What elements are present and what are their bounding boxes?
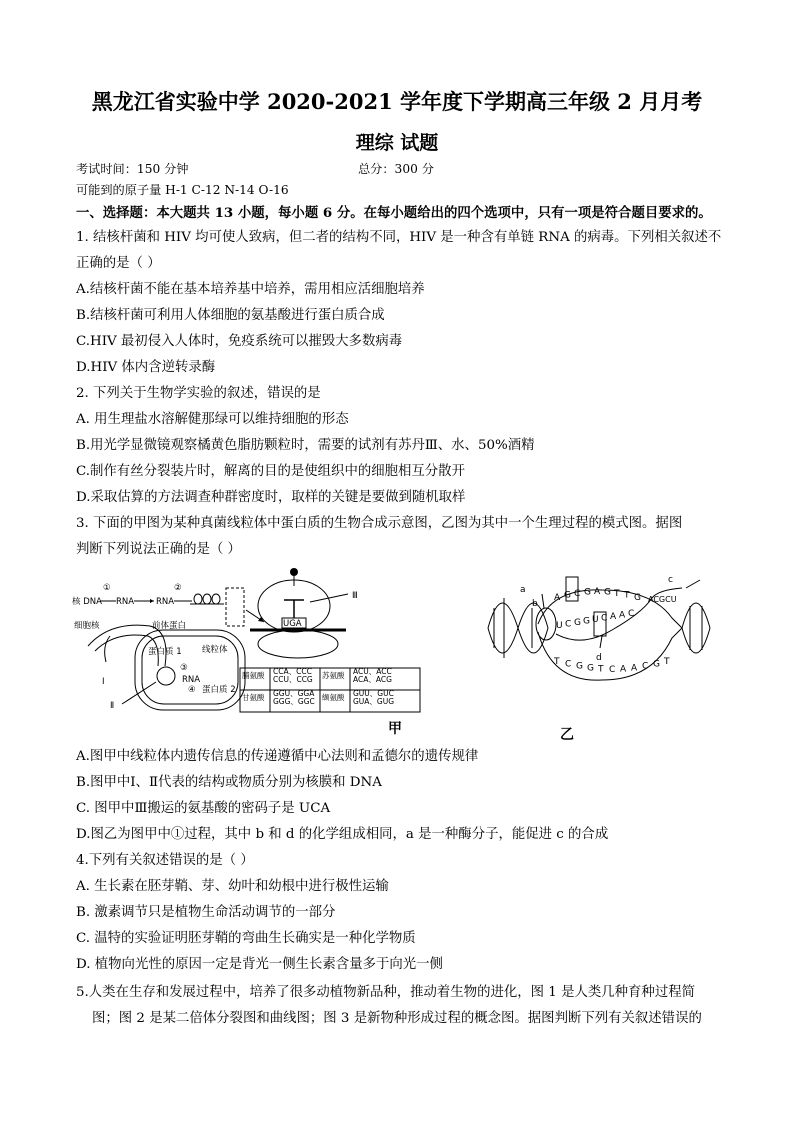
fig-jia-roman1: Ⅰ (102, 677, 105, 687)
fig-jia-step2: ② (174, 583, 182, 593)
dna-top-base: T (614, 588, 620, 599)
codon-cell: GGU、GGA (273, 689, 315, 698)
dna-bottom-base: G (576, 661, 583, 672)
dna-top-base: G (604, 587, 611, 598)
q1-option-c: C.HIV 最初侵入人体时，免疫系统可以摧毁大多数病毒 (76, 334, 403, 349)
q4-option-d: D. 植物向光性的原因一定是背光一侧生长素含量多于向光一侧 (76, 957, 443, 972)
q2-option-c: C.制作有丝分裂装片时，解离的目的是使组织中的细胞相互分散开 (76, 464, 465, 479)
q4-stem: 4.下列有关叙述错误的是（ ） (76, 853, 254, 868)
dna-top-base: G (584, 587, 591, 598)
dna-top-base: A (554, 593, 561, 603)
figure-jia (70, 566, 470, 716)
figure-yi (482, 568, 722, 698)
q2-option-d: D.采取估算的方法调查种群密度时，取样的关键是要做到随机取样 (76, 490, 466, 505)
q3-option-b: B.图甲中Ⅰ、Ⅱ代表的结构或物质分别为核膜和 DNA (76, 775, 382, 790)
fig-jia-nucleus: 细胞核 (74, 621, 100, 631)
codon-cell: GUA、GUG (353, 697, 395, 706)
figure-jia-caption: 甲 (388, 721, 402, 737)
fig-jia-mito: 线粒体 (202, 645, 228, 655)
q1-option-b: B.结核杆菌可利用人体细胞的氨基酸进行蛋白质合成 (76, 308, 385, 323)
q5-stem-line1: 5.人类在生存和发展过程中，培养了很多动植物新品种，推动着生物的进化，图 1 是人类几种育种过程简 (76, 985, 695, 1000)
fig-jia-rna: RNA (116, 597, 135, 607)
q1-option-d: D.HIV 体内含逆转录酶 (76, 360, 216, 375)
fig-jia-precursor: 前体蛋白 (152, 621, 187, 631)
dna-bottom-base: A (631, 663, 638, 674)
q1-stem-line2: 正确的是（ ） (76, 256, 161, 271)
dna-bottom-base: C (565, 659, 572, 670)
rna-base: U (592, 615, 599, 625)
figure-yi-caption: 乙 (560, 727, 574, 743)
rna-base: A (619, 610, 626, 621)
dna-bottom-base: C (642, 661, 649, 672)
rna-base: C (628, 609, 635, 619)
rna-base: C (565, 619, 572, 630)
q2-option-b: B.用光学显微镜观察橘黄色脂肪颗粒时，需要的试剂有苏丹Ⅲ、水、50%酒精 (76, 438, 535, 453)
page-subtitle: 理综 试题 (355, 132, 439, 154)
q3-option-c: C. 图甲中Ⅲ搬运的氨基酸的密码子是 UCA (76, 801, 331, 816)
dna-top-base: G (564, 590, 571, 601)
fig-jia-protein1: 蛋白质 1 (148, 647, 182, 657)
codon-cell: 苏氨酸 (322, 671, 345, 680)
q5-stem-line2: 图；图 2 是某二倍体分裂图和曲线图；图 3 是新物种形成过程的概念图。据图判断下列有关叙述错误的 (92, 1011, 702, 1026)
dna-top-base: T (624, 590, 630, 601)
q4-option-b: B. 激素调节只是植物生命活动调节的一部分 (76, 905, 336, 920)
fig-jia-roman3: Ⅲ (352, 591, 358, 601)
dna-bottom-base: G (653, 659, 660, 670)
codon-table (240, 667, 420, 712)
fig-jia-roman2: Ⅱ (110, 701, 115, 711)
fig-jia-uga: UGA (283, 619, 302, 629)
codon-cell: 脯氨酸 (242, 671, 265, 680)
q1-stem-line1: 1. 结核杆菌和 HIV 均可使人致病，但二者的结构不同，HIV 是一种含有单链 RNA 的病毒。下列相关叙述不 (76, 230, 722, 245)
fig-yi-label-a: a (520, 585, 526, 595)
q3-option-d: D.图乙为图甲中①过程，其中 b 和 d 的化学组成相同，a 是一种酶分子，能促进 c 的合成 (76, 827, 609, 842)
rna-base: G (574, 618, 581, 628)
ribosome-chain (190, 594, 224, 604)
q1-option-a: A.结核杆菌不能在基本培养基中培养，需用相应活细胞培养 (76, 282, 425, 297)
q3-stem-line1: 3. 下面的甲图为某种真菌线粒体中蛋白质的生物合成示意图，乙图为其中一个生理过程的模式图。据图 (76, 516, 683, 531)
fig-yi-tail: ACGCU (648, 595, 677, 604)
codon-cell: ACA、ACG (353, 675, 392, 684)
rna-base: G (583, 616, 590, 627)
dna-bottom-base: T (554, 657, 560, 667)
q3-stem-line2: 判断下列说法正确的是（ ） (76, 542, 241, 557)
total-score: 总分：300 分 (358, 162, 434, 176)
fig-yi-label-d: d (596, 653, 602, 663)
fig-jia-protein2: 蛋白质 2 (202, 685, 236, 695)
dna-bottom-base: A (620, 664, 627, 675)
fig-jia-rna2: RNA (156, 597, 175, 607)
rna-base: U (556, 621, 563, 631)
q2-option-a: A. 用生理盐水溶解健那绿可以维持细胞的形态 (76, 412, 349, 427)
dna-top-base: G (634, 593, 641, 603)
fig-jia-rna-m: RNA (182, 675, 201, 685)
fig-jia-step3: ③ (180, 663, 188, 673)
q4-option-c: C. 温特的实验证明胚芽鞘的弯曲生长确实是一种化学物质 (76, 931, 416, 946)
fig-jia-nucleus-dna: 核 DNA (72, 597, 102, 607)
q3-option-a: A.图甲中线粒体内遗传信息的传递遵循中心法则和孟德尔的遗传规律 (76, 749, 479, 764)
exam-time: 考试时间：150 分钟 (76, 162, 189, 176)
fig-yi-label-c: c (668, 575, 673, 585)
codon-cell: 甘氨酸 (242, 693, 265, 702)
atomic-masses: 可能到的原子量 H-1 C-12 N-14 O-16 (76, 183, 289, 197)
section-heading: 一、选择题：本大题共 13 小题，每小题 6 分。在每小题给出的四个选项中，只有一项是符合题目要求的。 (76, 205, 712, 221)
dna-bottom-base: T (598, 664, 604, 675)
q4-option-a: A. 生长素在胚芽鞘、芽、幼叶和幼根中进行极性运输 (76, 879, 389, 894)
codon-cell: GUU、GUC (353, 689, 394, 698)
codon-cell: CCU、CCG (273, 675, 313, 684)
dna-top-base: A (594, 587, 601, 597)
rna-base: C (601, 613, 608, 624)
codon-cell: GGG、GGC (273, 697, 315, 706)
dna-bottom-base: T (664, 657, 670, 667)
dna-top-base: C (574, 588, 581, 599)
fig-jia-step1: ① (103, 583, 111, 593)
dna-bottom-base: G (587, 663, 594, 674)
rna-base: A (610, 612, 617, 622)
codon-cell: CCA、CCC (273, 667, 312, 676)
q2-stem: 2. 下列关于生物学实验的叙述，错误的是 (76, 386, 321, 401)
fig-jia-step4: ④ (188, 685, 196, 695)
codon-cell: 缬氨酸 (322, 693, 345, 702)
fig-yi-label-b: b (532, 599, 538, 609)
page-title: 黑龙江省实验中学 2020-2021 学年度下学期高三年级 2 月月考 (91, 89, 703, 114)
dna-bottom-base: C (609, 665, 616, 675)
codon-cell: ACU、ACC (353, 667, 392, 676)
